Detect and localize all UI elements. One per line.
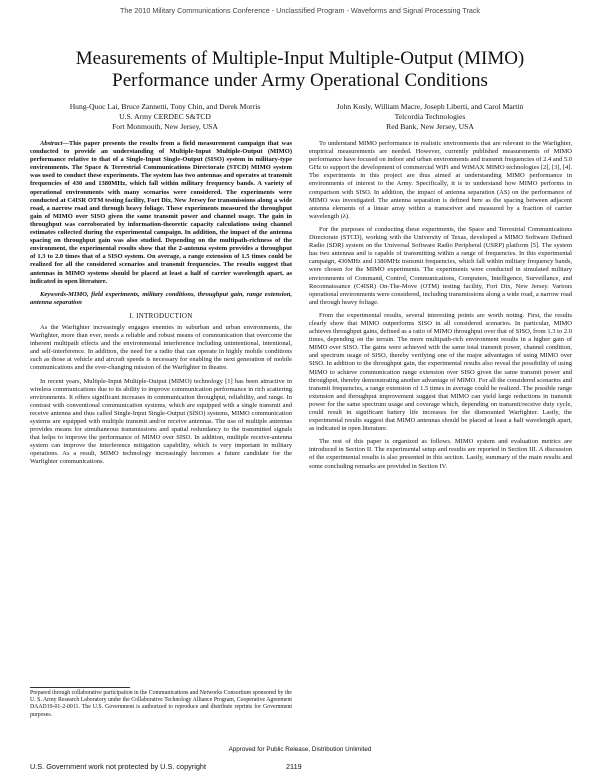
- copyright-notice: U.S. Government work not protected by U.S. copyright: [30, 762, 207, 771]
- abstract-label: Abstract: [40, 140, 63, 147]
- title-line-2: Performance under Army Operational Conditions: [112, 70, 488, 91]
- abstract-text: —This paper presents the results from a field measurement campaign that was conducted to provide an understanding of Multiple-Input Multiple-Output (MIMO) performance relative to that of a Single-Input Single-Output (SISO) system in military-type environments. The Space & Terrestrial Communications Directorate (STCD) MIMO system was used to conduct these experiments. The system has two antennas and operates at transmit frequencies of 430 and 1380MHz, which fall within military frequency bands. A variety of operational environments with many scenarios were considered. The experiments were conducted at C4ISR OTM testing facility, Fort Dix, New Jersey for transmissions along a wide road, a narrow road and through heavy foliage. These experiments measured the throughput gain of MIMO over SISO given the same transmit power and channel usage. The gain in throughput was corroborated by information-theoretic capacity calculations using channel estimates collected during the experimental campaign. In addition, the impact of the antenna spacing on throughput gain was also studied. Depending on the multipath-richness of the environment, the experimental results show that the 2-antenna system provides a throughput of 1.3 to 2.0 times that of a SISO system. On average, a range extension of 1.5 times could be realized for all the considered scenarios and transmit frequencies. The results suggest that antennas in MIMO systems should be placed at least a half of carrier wavelength apart, as indicated in open literature.: [30, 140, 292, 285]
- author-block-left: [50, 102, 280, 132]
- paper-title: [40, 48, 560, 92]
- right-column: [309, 140, 572, 476]
- intro-paragraph: In recent years, Multiple-Input Multiple-Output (MIMO) technology [1] has been attractive in wireless communications due to its ability to improve communication performance in rich scattering environments. It offers significant increases in communication throughput, reliability, and range. In contrast with conventional communication systems, which are equipped with a single transmit and receive antenna and thus called Single-Input Single-Output (SISO) systems, MIMO communication systems are equipped with multiple transmit and/or receive antennas. The use of multiple antennas provides means for simultaneous transmissions and spatial redundancy to the transmitted signals that helps to improve the performance of MIMO over SISO. In addition, multiple receive-antenna system can improve the interference mitigation capability, which is very important in military operations. As a result, MIMO technology increasingly becomes a future candidate for the Warfighter communications.: [30, 377, 292, 466]
- footnote: Prepared through collaborative participation in the Communications and Networks Consortium sponsored by the U. S. Army Research Laboratory under the Collaborative Technology Alliance Program, Cooperative Agreement DAAD19-01-2-0011. The U.S. Government is authorized to reproduce and distribute reprints for Government purposes.: [30, 690, 292, 718]
- left-column: [30, 140, 292, 472]
- body-paragraph: For the purposes of conducting these experiments, the Space and Terrestrial Communications Directorate (STCD), working with the University of Texas, developed a MIMO Software Defined Radio (SDR) system on the Universal Software Radio Peripheral (USRP) platform [5]. The system has two antennas and is capable of transmitting within a range of frequencies. In this experimental campaign, 430MHz and 1380MHz transmit frequencies, which fall within military frequency bands, were chosen for the MIMO experiments. The experiments were conducted in simulated military environments of Command, Control, Communications, Computers, Intelligence, Surveillance, and Reconnaissance (C4ISR) On-The-Move (OTM) testing facility, Fort Dix, New Jersey. Various operational environments were considered, including transmissions along a wide road, a narrow road and through heavy foliage.: [309, 225, 572, 306]
- author-affiliation: U.S. Army CERDEC S&TCD: [119, 112, 211, 121]
- intro-paragraph: As the Warfighter increasingly engages enemies in suburban and urban environments, the Warfighter, more than ever, needs a reliable and robust means of communication that overcome the inherent multipath effects and the environmental interference including unintentional, intentional, and self-interference. In addition, the need for a radio that can operate in highly mobile conditions such as those at vehicle and aircraft speeds is necessary for enabling the next generation of mobile communications and the ever-changing mission of the Warfighter in theatre.: [30, 323, 292, 372]
- title-line-1: Measurements of Multiple-Input Multiple-Output (MIMO): [75, 48, 525, 69]
- author-names: John Kosly, William Macre, Joseph Liberti, and Carol Martin: [336, 102, 524, 111]
- author-names: Hung-Quoc Lai, Bruce Zannetti, Tony Chin, and Derek Morris: [69, 102, 261, 111]
- author-block-right: [300, 102, 560, 132]
- author-location: Red Bank, New Jersey, USA: [386, 122, 474, 131]
- page-number: 2119: [286, 762, 302, 771]
- body-paragraph: From the experimental results, several interesting points are worth noting. First, the results clearly show that MIMO outperforms SISO in all considered scenarios. In particular, MIMO achieves throughput gains, defined as a ratio of MIMO throughput over that of SISO, from 1.3 to 2.0 times, depending on the terrain. The more multipath-rich environment results in a higher gain of MIMO over SISO. The gains were achieved with the same total transmit power, channel condition, and spectrum usage of SISO, thereby verifying one of the major advantages of using MIMO over SISO. In addition to the throughput gain, the experimental results also reveal the possibility of using MIMO to achieve communication range extension over SISO given the same transmit power and throughput, thereby demonstrating another advantage of MIMO. For all the considered scenarios and transmit frequencies, a range extension of 1.5 times in average could be realized. The possible range extension and throughput improvement suggest that MIMO can yield large reductions in transmit power for the same spectrum usage and coverage which, depending on transmit/receive duty cycle, could result in significant battery life increases for the dismounted Warfighter. Lastly, the experimental results suggest that MIMO antennas should be placed at least a half wavelength apart, as indicated in open literature.: [309, 311, 572, 433]
- author-affiliation: Telcordia Technologies: [394, 112, 466, 121]
- abstract: [30, 140, 292, 286]
- section-heading-introduction: I. INTRODUCTION: [129, 311, 193, 320]
- keywords: Keywords-MIMO, field experiments, military conditions, throughput gain, range extension, antenna separation: [30, 290, 292, 306]
- body-paragraph: To understand MIMO performance in realistic environments that are relevant to the Warfighter, empirical measurements are needed. However, currently published measurements of MIMO performance have focused on indoor and urban environments and transmit frequencies of 2.4 and 5.0 GHz to support the development of commercial WiFi and WiMAX MIMO technologies [2], [3], [4]. The experiments in this project are thus aimed at understanding MIMO performance in environments of interest to the Army. Specifically, it is to understand how MIMO performs in comparison with SISO. In addition, the impact of antenna separation (AS) on the performance of MIMO was investigated. The antenna separation is defined here as the spacing between adjacent antenna elements of a linear array within a transceiver and measured by a fraction of carrier wavelength (λ).: [309, 140, 572, 220]
- footnote-divider: [30, 687, 130, 688]
- body-paragraph: The rest of this paper is organized as follows. MIMO system and evaluation metrics are introduced in Section II. The experimental setup and results are reported in Section III. A discussion of the experimental results is also presented in this section. Lastly, summary of the main results and some concluding remarks are provided in Section IV.: [309, 438, 572, 470]
- release-statement: Approved for Public Release, Distribution Unlimited: [228, 746, 372, 753]
- conference-header: The 2010 Military Communications Conference - Unclassified Program - Waveforms and Signal Processing Track: [119, 6, 481, 15]
- author-location: Fort Monmouth, New Jersey, USA: [112, 122, 218, 131]
